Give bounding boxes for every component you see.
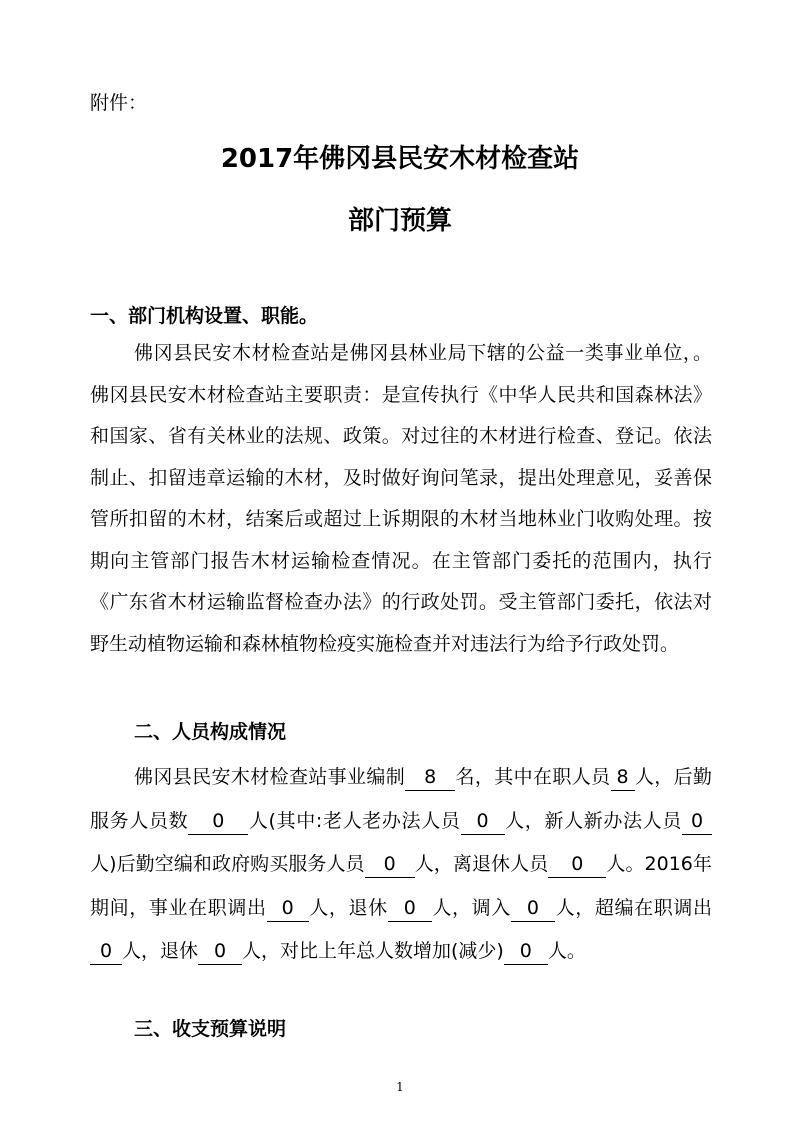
- staff-text: 人。2016年期间，事业在职调出: [90, 853, 712, 919]
- section-heading-organization: 一、部门机构设置、职能。: [90, 305, 319, 327]
- section-body-staff: [90, 756, 712, 974]
- staff-value: 0: [511, 895, 555, 922]
- staff-value: 0: [198, 938, 242, 965]
- page-number: 1: [396, 1080, 404, 1094]
- staff-text: 人，对比上年总人数增加(减少): [242, 940, 504, 962]
- section-heading-budget: 三、收支预算说明: [134, 1018, 287, 1040]
- staff-value: 0: [188, 808, 248, 835]
- staff-value: 0: [90, 938, 122, 965]
- document-title: 2017年佛冈县民安木材检查站: [220, 144, 580, 174]
- staff-text: 佛冈县民安木材检查站事业编制: [134, 766, 406, 788]
- section-heading-staff: 二、人员构成情况: [134, 721, 287, 743]
- staff-value: 0: [548, 851, 606, 878]
- document-subtitle: 部门预算: [347, 206, 452, 236]
- staff-value: 0: [388, 895, 432, 922]
- staff-text: 人，退休: [122, 940, 199, 962]
- staff-text: 人，超编在职调出: [554, 896, 712, 919]
- staff-text: 人。: [547, 940, 586, 962]
- staff-text: 人(其中:老人老办法人员: [248, 809, 461, 832]
- staff-text: 名，其中在职人员: [455, 766, 611, 788]
- staff-value: 0: [461, 808, 505, 835]
- staff-value: 8: [405, 764, 455, 791]
- staff-text: 人，后勤服务人员数: [90, 766, 712, 832]
- staff-value: 0: [504, 938, 548, 965]
- staff-text: 人，离退休人员: [414, 853, 549, 875]
- staff-value: 0: [682, 808, 712, 835]
- attachment-label: 附件：: [90, 92, 148, 114]
- staff-value: 8: [611, 764, 635, 791]
- staff-text: 人，退休: [308, 896, 388, 919]
- staff-value: 0: [365, 851, 415, 878]
- staff-text: 人，新人新办法人员: [504, 809, 682, 832]
- staff-text: 人)后勤空编和政府购买服务人员: [90, 853, 365, 875]
- staff-text: 人，调入: [431, 896, 511, 919]
- staff-value: 0: [267, 895, 309, 922]
- section-body-organization: 佛冈县民安木材检查站是佛冈县林业局下辖的公益一类事业单位，。佛冈县民安木材检查站主要职责：是宣传执行《中华人民共和国森林法》和国家、省有关林业的法规、政策。对过往的木材进行检查、登记。依法制止、扣留违章运输的木材，及时做好询问笔录，提出处理意见，妥善保管所扣留的木材，结案后或超过上诉期限的木材当地林业门收购处理。按期向主管部门报告木材运输检查情况。在主管部门委托的范围内，执行《广东省木材运输监督检查办法》的行政处罚。受主管部门委托，依法对野生动植物运输和森林植物检疫实施检查并对违法行为给予行政处罚。: [90, 342, 712, 655]
